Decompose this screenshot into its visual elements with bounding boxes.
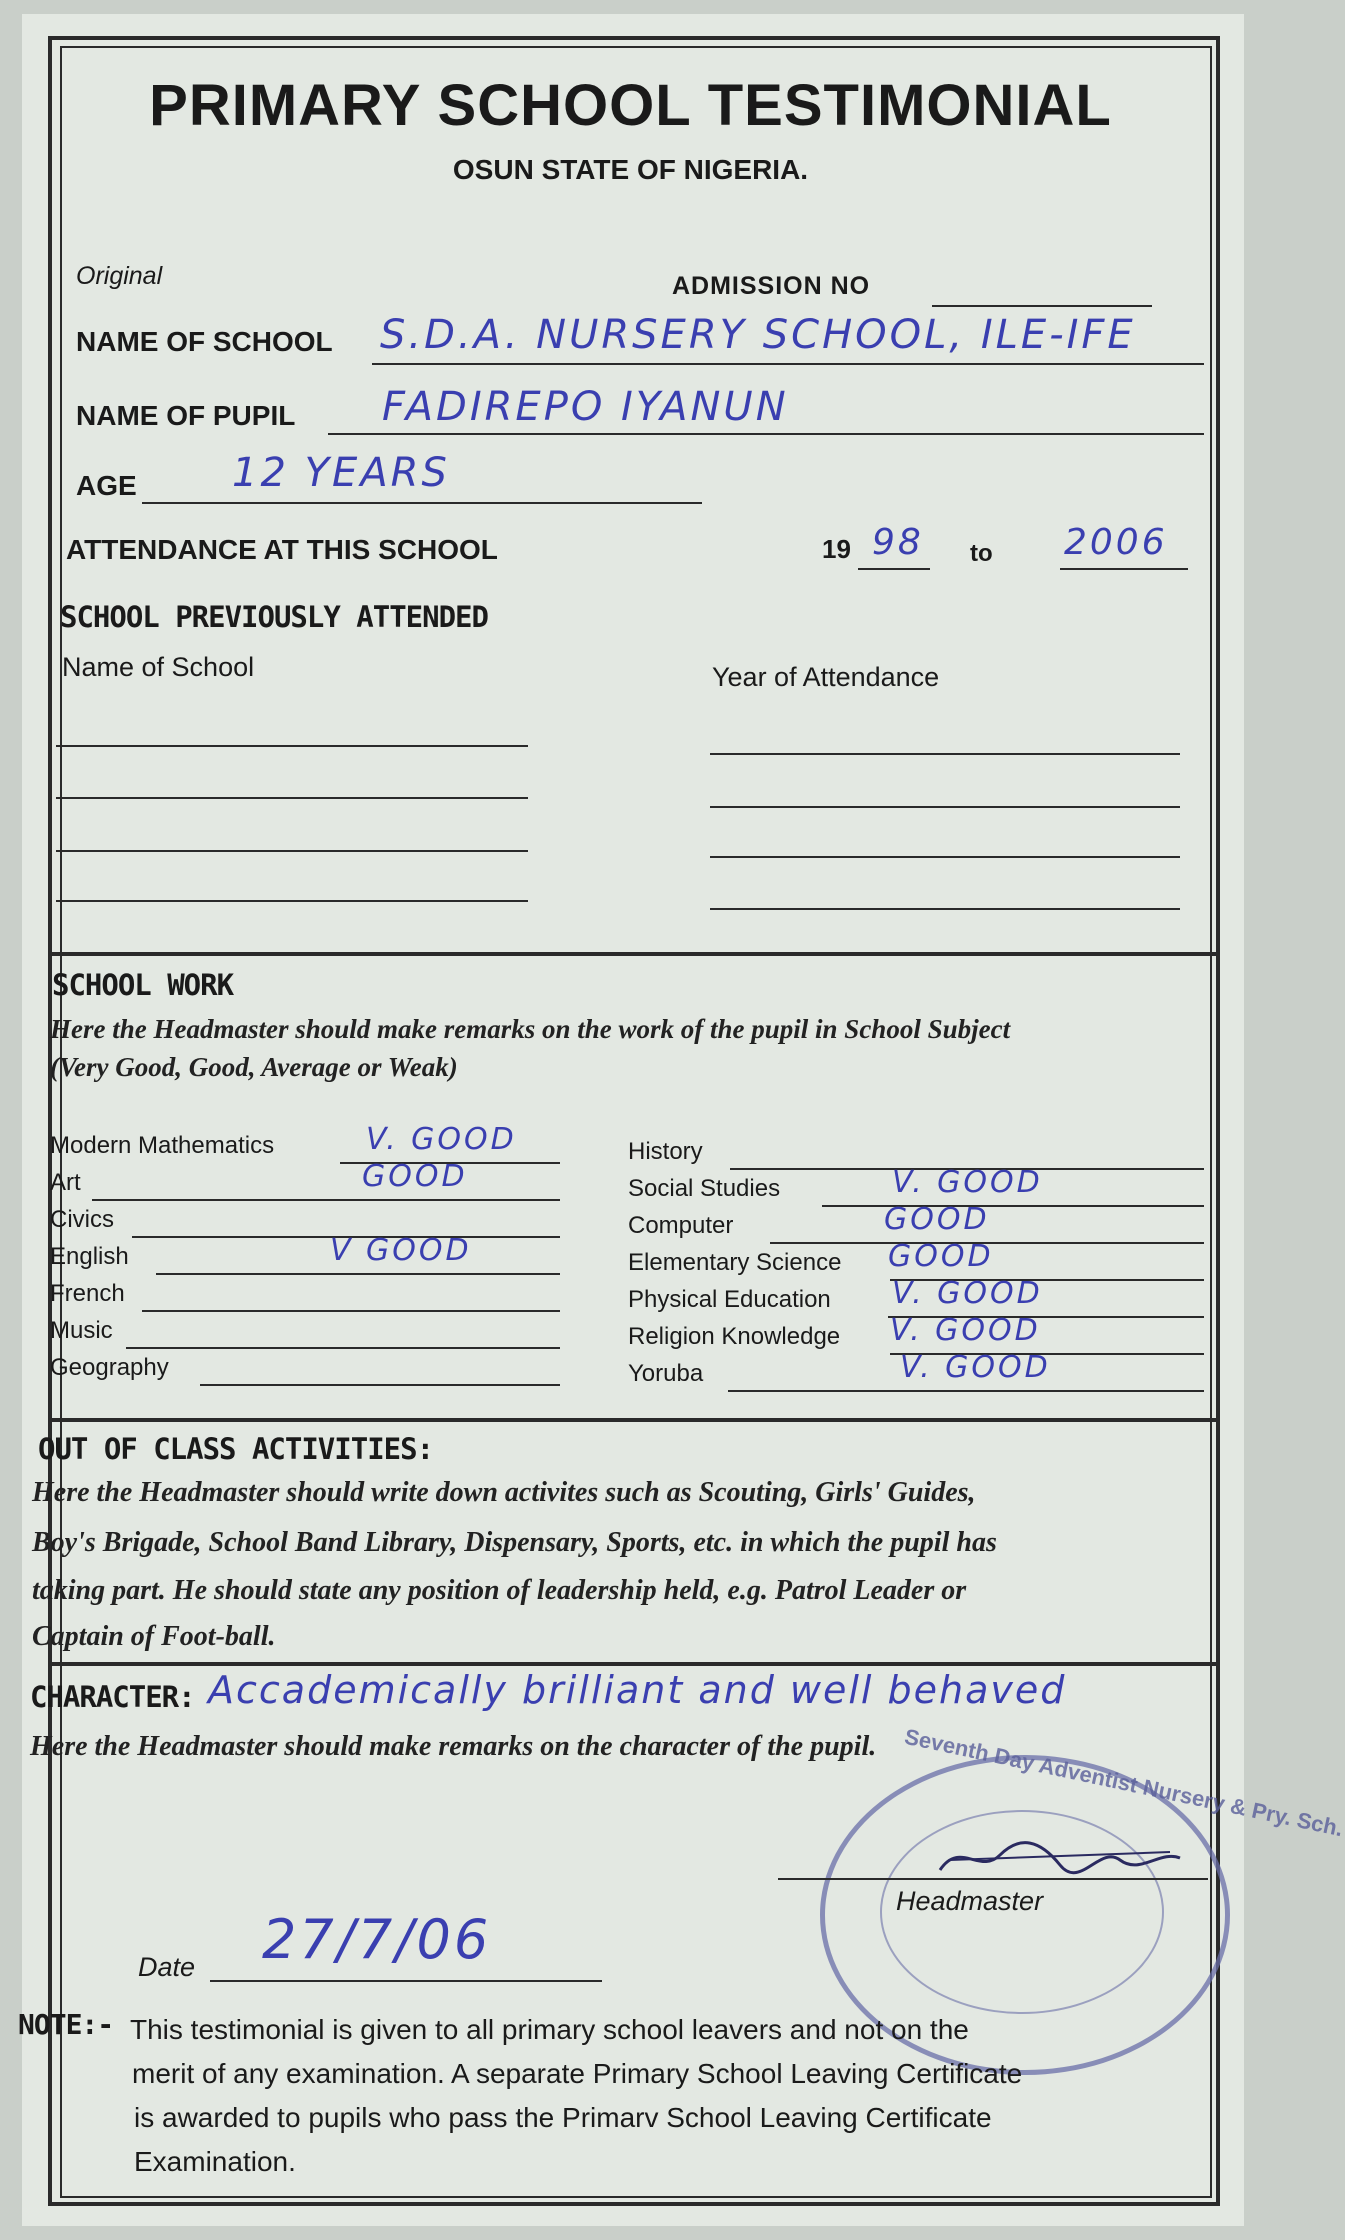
subject-grade: V. GOOD	[892, 1165, 1043, 1200]
year-to-label: to	[970, 540, 993, 567]
subject-name: History	[628, 1138, 703, 1165]
admission-label: ADMISSION NO	[672, 272, 871, 300]
school-work-instruction-2: (Very Good, Good, Average or Weak)	[50, 1052, 458, 1082]
previous-school-heading: SCHOOL PREVIOUSLY ATTENDED	[60, 600, 488, 634]
previous-school-line-3	[56, 850, 528, 852]
activities-line-3: taking part. He should state any position of leadership held, e.g. Patrol Leader or	[32, 1575, 967, 1606]
previous-year-line-2	[710, 806, 1180, 808]
original-label: Original	[76, 262, 163, 290]
divider-school-work	[48, 952, 1220, 956]
character-value: Accademically brilliant and well behaved	[208, 1668, 1067, 1712]
divider-activities	[48, 1418, 1220, 1422]
subject-name: Physical Education	[628, 1286, 831, 1313]
subject-grade: GOOD	[888, 1239, 994, 1274]
activities-line-1: Here the Headmaster should write down activites such as Scouting, Girls' Guides,	[32, 1477, 976, 1508]
year-to-value: 2006	[1064, 522, 1168, 563]
subject-grade-line	[156, 1273, 560, 1275]
divider-character	[48, 1662, 1220, 1666]
subject-name: Civics	[50, 1206, 114, 1233]
previous-school-line-4	[56, 900, 528, 902]
activities-line-2: Boy's Brigade, School Band Library, Dispensary, Sports, etc. in which the pupil has	[32, 1527, 997, 1558]
name-of-school-header: Name of School	[62, 652, 255, 682]
previous-year-line-1	[710, 753, 1180, 755]
subject-name: Religion Knowledge	[628, 1323, 841, 1350]
character-label: CHARACTER:	[30, 1680, 195, 1714]
subject-name: Geography	[50, 1354, 169, 1381]
note-line-4: Examination.	[134, 2146, 296, 2177]
date-label: Date	[138, 1952, 196, 1982]
subject-name: Music	[50, 1317, 113, 1344]
document-title: PRIMARY SCHOOL TESTIMONIAL	[149, 73, 1112, 138]
subject-grade-line	[728, 1390, 1204, 1392]
date-value: 27/7/06	[262, 1908, 492, 1971]
headmaster-signature	[930, 1830, 1190, 1890]
pupil-name-label: NAME OF PUPIL	[76, 400, 296, 431]
subject-grade: V. GOOD	[366, 1122, 517, 1157]
subject-name: Yoruba	[628, 1360, 704, 1387]
subject-grade: GOOD	[362, 1159, 468, 1194]
subject-grade: GOOD	[884, 1202, 990, 1237]
subject-name: Modern Mathematics	[50, 1132, 275, 1159]
subject-grade-line	[200, 1384, 560, 1386]
note-line-1: This testimonial is given to all primary school leavers and not on the	[130, 2014, 969, 2045]
subject-grade: V GOOD	[330, 1233, 472, 1268]
school-name-value: S.D.A. NURSERY SCHOOL, ILE-IFE	[380, 312, 1136, 358]
pupil-name-value: FADIREPO IYANUN	[382, 384, 789, 430]
subject-name: Computer	[628, 1212, 734, 1239]
note-line-2: merit of any examination. A separate Primary School Leaving Certificate	[132, 2058, 1023, 2089]
year-from-value: 98	[872, 522, 924, 563]
subject-grade: V. GOOD	[892, 1276, 1043, 1311]
subject-grade-line	[142, 1310, 560, 1312]
school-name-label: NAME OF SCHOOL	[76, 326, 333, 357]
subject-grade: V. GOOD	[900, 1350, 1051, 1385]
subject-name: English	[50, 1243, 129, 1270]
school-work-instruction-1: Here the Headmaster should make remarks on the work of the pupil in School Subject	[50, 1014, 1011, 1044]
activities-line-4: Captain of Foot-ball.	[32, 1621, 276, 1652]
previous-year-line-3	[710, 856, 1180, 858]
subject-name: Elementary Science	[628, 1249, 842, 1276]
year-from-prefix: 19	[822, 534, 851, 564]
school-work-heading: SCHOOL WORK	[52, 968, 234, 1002]
subject-name: Social Studies	[628, 1175, 781, 1202]
previous-school-line-2	[56, 797, 528, 799]
subject-grade-line	[92, 1199, 560, 1201]
subject-grade: V. GOOD	[890, 1313, 1041, 1348]
stamp-text: Seventh Day Adventist Nursery & Pry. Sch.	[902, 1723, 1345, 1842]
subject-grade-line	[822, 1205, 1204, 1207]
activities-heading: OUT OF CLASS ACTIVITIES:	[38, 1432, 434, 1466]
subject-name: Art	[50, 1169, 81, 1196]
attendance-label: ATTENDANCE AT THIS SCHOOL	[66, 534, 498, 565]
subject-name: French	[50, 1280, 125, 1307]
previous-year-line-4	[710, 908, 1180, 910]
previous-school-line-1	[56, 745, 528, 747]
headmaster-label: Headmaster	[896, 1886, 1044, 1916]
year-of-attendance-header: Year of Attendance	[712, 662, 940, 692]
document-subtitle: OSUN STATE OF NIGERIA.	[452, 154, 809, 185]
character-instruction: Here the Headmaster should make remarks on the character of the pupil.	[30, 1731, 877, 1762]
age-label: AGE	[76, 470, 137, 501]
note-label: NOTE:-	[18, 2008, 114, 2041]
age-value: 12 YEARS	[232, 450, 450, 496]
subject-grade-line	[126, 1347, 560, 1349]
note-line-3: is awarded to pupils who pass the Primarv School Leaving Certificate	[134, 2102, 992, 2133]
